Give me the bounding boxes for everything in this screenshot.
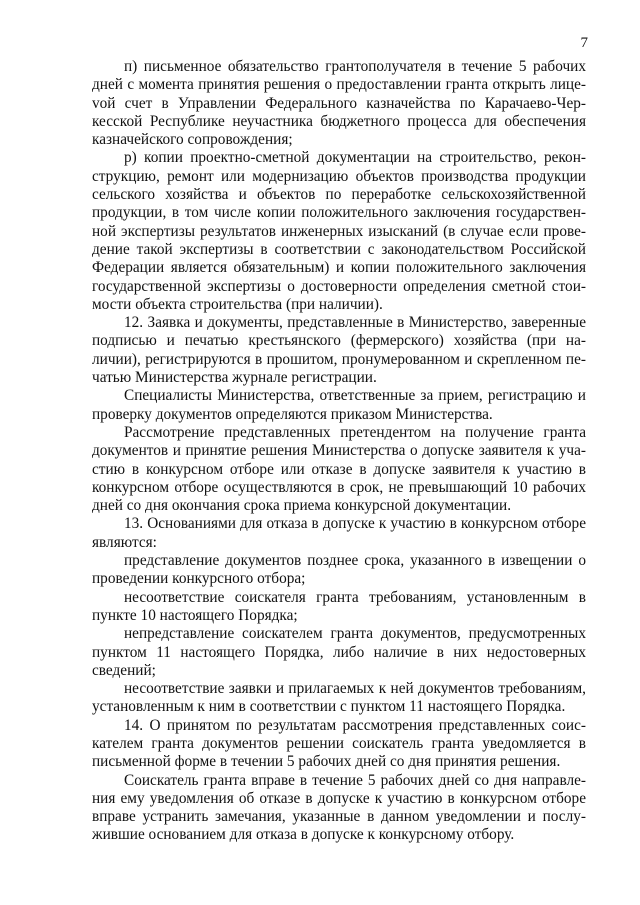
paragraph-review: Рассмотрение представленных претендентом на получение гранта документов и принятие решения Министерства о допуске заявителя к участию в конкурсном отборе или отказе в допуске заявителя к участию в конкурсном отборе осуществляются в срок, не превышающий 10 рабочих дней со дня окончания срока приема конкурсной документации. — [92, 423, 586, 515]
paragraph-item-p: п) письменное обязательство грантополучателя в течение 5 рабочих дней с момента принятия решения о предоставлении гранта открыть лицеvой счет в Управлении Федерального казначейства по Карачаево-Черкесской Республике неучастника бюджетного процесса для обеспечения казначейского сопровождения; — [92, 58, 586, 149]
paragraph-applicant-right: Соискатель гранта вправе в течение 5 рабочих дней со дня направления ему уведомления об отказе в допуске к участию в конкурсном отборе вправе устранить замечания, указанные в данном уведомлении и послужившие основанием для отказа в допуске к конкурсному отбору. — [92, 771, 586, 844]
paragraph-clause-13: 13. Основаниями для отказа в допуске к участию в конкурсном отборе являются: — [92, 515, 586, 551]
paragraph-ground-noncompliance: несоответствие соискателя гранта требованиям, установленным в пункте 10 настоящего Порядка; — [92, 588, 586, 624]
paragraph-clause-14: 14. О принятом по результатам рассмотрения представленных соискателем гранта документов решении соискатель гранта уведомляется в письменной форме в течении 5 рабочих дней со дня принятия решения. — [92, 716, 586, 771]
paragraph-clause-12: 12. Заявка и документы, представленные в Министерство, заверенные подписью и печатью крестьянского (фермерского) хозяйства (при наличии), регистрируются в прошитом, пронумерованном и скрепленном печатью Министерства журнале регистрации. — [92, 314, 586, 387]
paragraph-ground-application-mismatch: несоответствие заявки и прилагаемых к ней документов требованиям, установленным к ним в соответствии с пунктом 11 настоящего Порядка. — [92, 680, 586, 716]
paragraph-ground-missing-documents: непредставление соискателем гранта документов, предусмотренных пунктом 11 настоящего Порядка, либо наличие в них недостоверных сведений; — [92, 625, 586, 679]
document-body — [92, 58, 586, 845]
paragraph-ground-late-submission: представление документов позднее срока, указанного в извещении о проведении конкурсного отбора; — [92, 552, 586, 588]
paragraph-specialists: Специалисты Министерства, ответственные за прием, регистрацию и проверку документов определяются приказом Министерства. — [92, 387, 586, 423]
paragraph-item-r: р) копии проектно-сметной документации на строительство, реконструкцию, ремонт или модернизацию объектов производства продукции сельского хозяйства и объектов по переработке сельскохозяйственной продукции, в том числе копии положительного заключения государственной экспертизы результатов инженерных изысканий (в случае если проведение такой экспертизы в соответствии с законодательством Российской Федерации является обязательным) и копии положительного заключения государственной экспертизы о достоверности определения сметной стоимости объекта строительства (при наличии). — [92, 149, 586, 313]
page-number: 7 — [580, 35, 588, 51]
